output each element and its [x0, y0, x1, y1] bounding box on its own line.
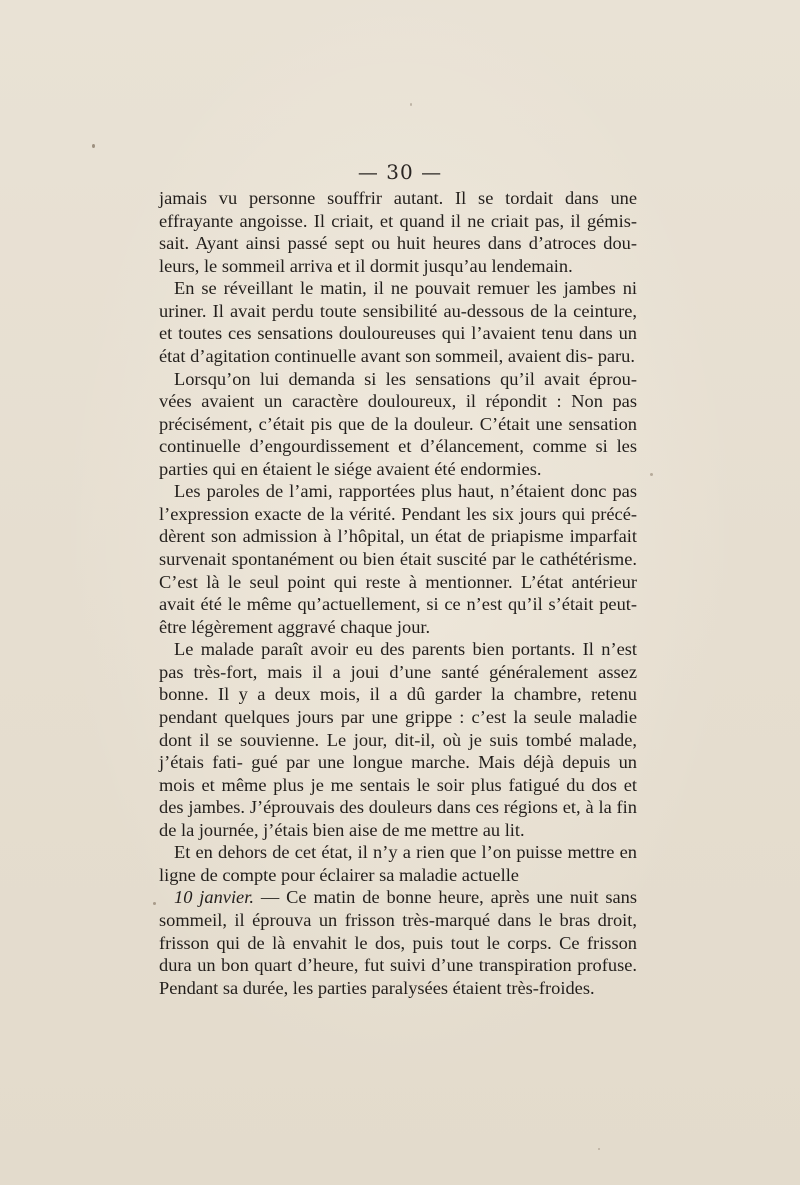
page-number: — 30 —	[357, 160, 443, 184]
paragraph-3: Lorsqu’on lui demanda si les sensations qu’il avait éprou- vées avaient un caractère douloureux, il répondit : Non pas précisément, c’était pis que de la douleur. C’était une sensation continuelle d’engourdissement et d’élancement, comme si les parties qui en étaient le siége avaient été endormies.	[159, 368, 637, 479]
paragraph-5: Le malade paraît avoir eu des parents bien portants. Il n’est pas très-fort, mais il a joui d’une santé généralement assez bonne. Il y a deux mois, il a dû garder la chambre, retenu pendant quelques jours par une grippe : c’est la seule maladie dont il se souvienne. Le jour, dit-il, où je suis tombé malade, j’étais fati- gué par une longue marche. Mais déjà depuis un mois et même plus je me sentais le soir plus fatigué du dos et des jambes. J’éprouvais des douleurs dans ces régions et, à la fin de la journée, j’étais bien aise de me mettre au lit.	[159, 639, 637, 840]
paragraph-7	[159, 886, 637, 999]
paragraph-4: Les paroles de l’ami, rapportées plus haut, n’étaient donc pas l’expression exacte de la vérité. Pendant les six jours qui précé- dèrent son admission à l’hôpital, un état de priapisme imparfait survenait spontanément ou bien était suscité par le cathétérisme. C’est là le seul point qui reste à mentionner. L’état antérieur avait été le même qu’actuellement, si ce n’est qu’il s’était peut- être légèrement aggravé chaque jour.	[159, 481, 637, 637]
paragraph-1: jamais vu personne souffrir autant. Il se tordait dans une effrayante angoisse. Il criait, et quand il ne criait pas, il gémis- sait. Ayant ainsi passé sept ou huit heures dans d’atroces dou- leurs, le sommeil arriva et il dormit jusqu’au lendemain.	[159, 188, 637, 276]
paper-speck	[92, 144, 95, 148]
body-text	[159, 187, 637, 999]
paper-speck	[598, 1148, 600, 1150]
paragraph-2: En se réveillant le matin, il ne pouvait remuer les jambes ni uriner. Il avait perdu toute sensibilité au-dessous de la ceinture, et toutes ces sensations douloureuses qui l’avaient tenu dans un état d’agitation continuelle avant son sommeil, avaient dis- paru.	[159, 278, 637, 366]
entry-text: — Ce matin de bonne heure, après une nuit sans sommeil, il éprouva un frisson très-marqué dans le bras droit, frisson qui de là envahit le dos, puis tout le corps. Ce frisson dura un bon quart d’heure, fut suivi d’une transpiration profuse. Pendant sa durée, les parties paralysées étaient très-froides.	[159, 887, 638, 998]
paper-speck	[650, 473, 653, 476]
paper-speck	[153, 902, 156, 905]
paragraph-6: Et en dehors de cet état, il n’y a rien que l’on puisse mettre en ligne de compte pour éclairer sa maladie actuelle	[159, 842, 637, 885]
entry-date: 10 janvier.	[174, 887, 254, 908]
paper-speck	[410, 103, 412, 106]
